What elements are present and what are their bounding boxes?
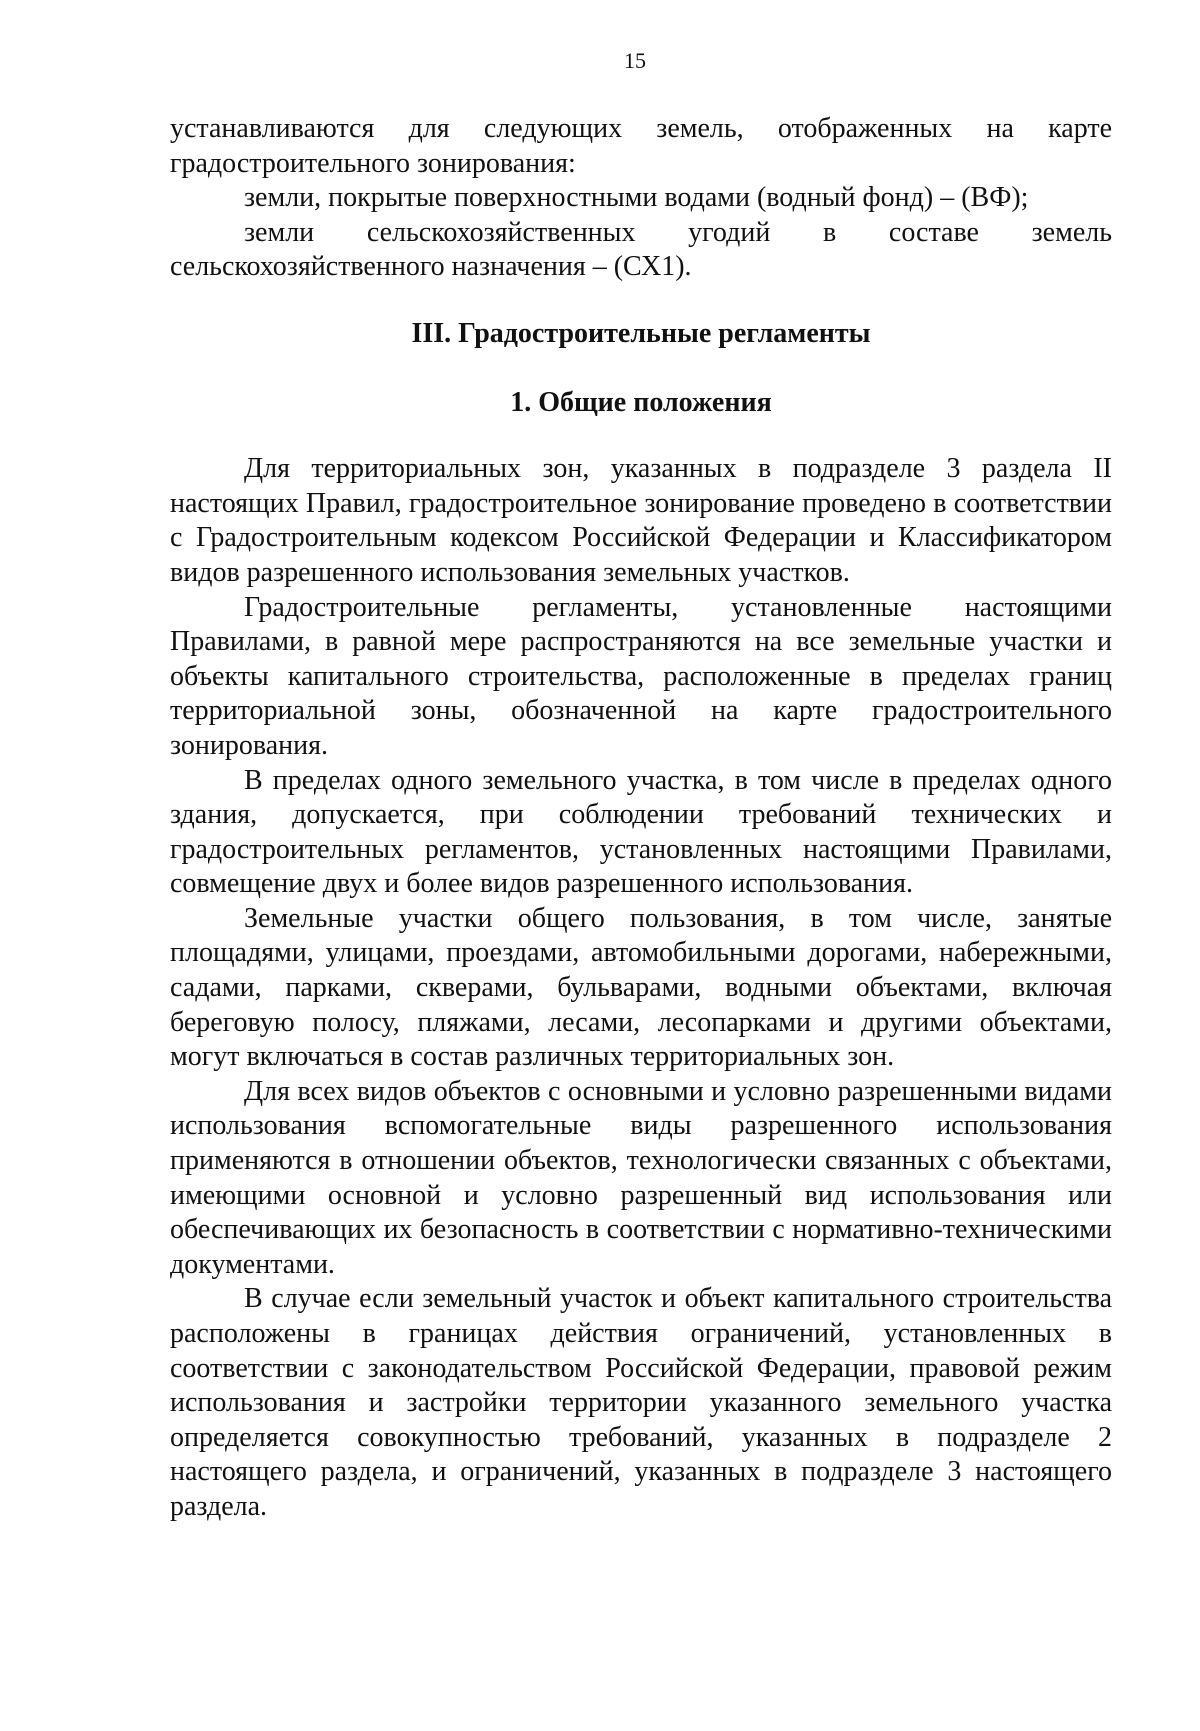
paragraph-public-land: Земельные участки общего пользования, в том числе, занятые площадями, улицами, проездами, автомобильными дорогами, набережными, садами, парками, скверами, бульварами, водными объектами, включая береговую полосу, пляжами, лесами, лесопарками и другими объектами, могут включаться в состав различных территориальных зон. — [170, 902, 1112, 1073]
section-title: III. Градостроительные регламенты — [411, 317, 871, 349]
paragraph-restrictions: В случае если земельный участок и объект капитального строительства расположены в границах действия ограничений, установленных в соответствии с законодательством Российской Федерации, правовой режим использования и застройки территории указанного земельного участка определяется совокупностью требований, указанных в подразделе 2 настоящего раздела, и ограничений, указанных в подразделе 3 настоящего раздела. — [170, 1283, 1112, 1522]
intro-item-agricultural-land: земли сельскохозяйственных угодий в составе земель сельскохозяйственного назначения – (СХ1). — [170, 216, 1112, 283]
paragraph-regulations-scope: Градостроительные регламенты, установленные настоящими Правилами, в равной мере распространяются на все земельные участки и объекты капитального строительства, расположенные в пределах границ территориальной зоны, обозначенной на карте градостроительного зонирования. — [170, 591, 1112, 761]
page-number: 15 — [624, 48, 646, 73]
subsection-title: 1. Общие положения — [510, 386, 772, 418]
paragraph-zoning: Для территориальных зон, указанных в подразделе 3 раздела II настоящих Правил, градостроительное зонирование проведено в соответствии с Градостроительным кодексом Российской Федерации и Классификатором видов разрешенного использования земельных участков. — [170, 453, 1112, 588]
intro-lead-paragraph: устанавливаются для следующих земель, отображенных на карте градостроительного зонирования: — [170, 113, 1112, 179]
paragraph-auxiliary-use: Для всех видов объектов с основными и условно разрешенными видами использования вспомогательные виды разрешенного использования применяются в отношении объектов, технологически связанных с объектами, имеющими основной и условно разрешенный вид использования или обеспечивающих их безопасность в соответствии с нормативно-техническими документами. — [170, 1075, 1112, 1280]
paragraph-combined-use: В пределах одного земельного участка, в том числе в пределах одного здания, допускается, при соблюдении требований технических и градостроительных регламентов, установленных настоящими Правилами, совмещение двух и более видов разрешенного использования. — [170, 764, 1112, 900]
intro-item-water-fund: земли, покрытые поверхностными водами (водный фонд) – (ВФ); — [244, 182, 1029, 214]
document-body — [170, 112, 1112, 1525]
